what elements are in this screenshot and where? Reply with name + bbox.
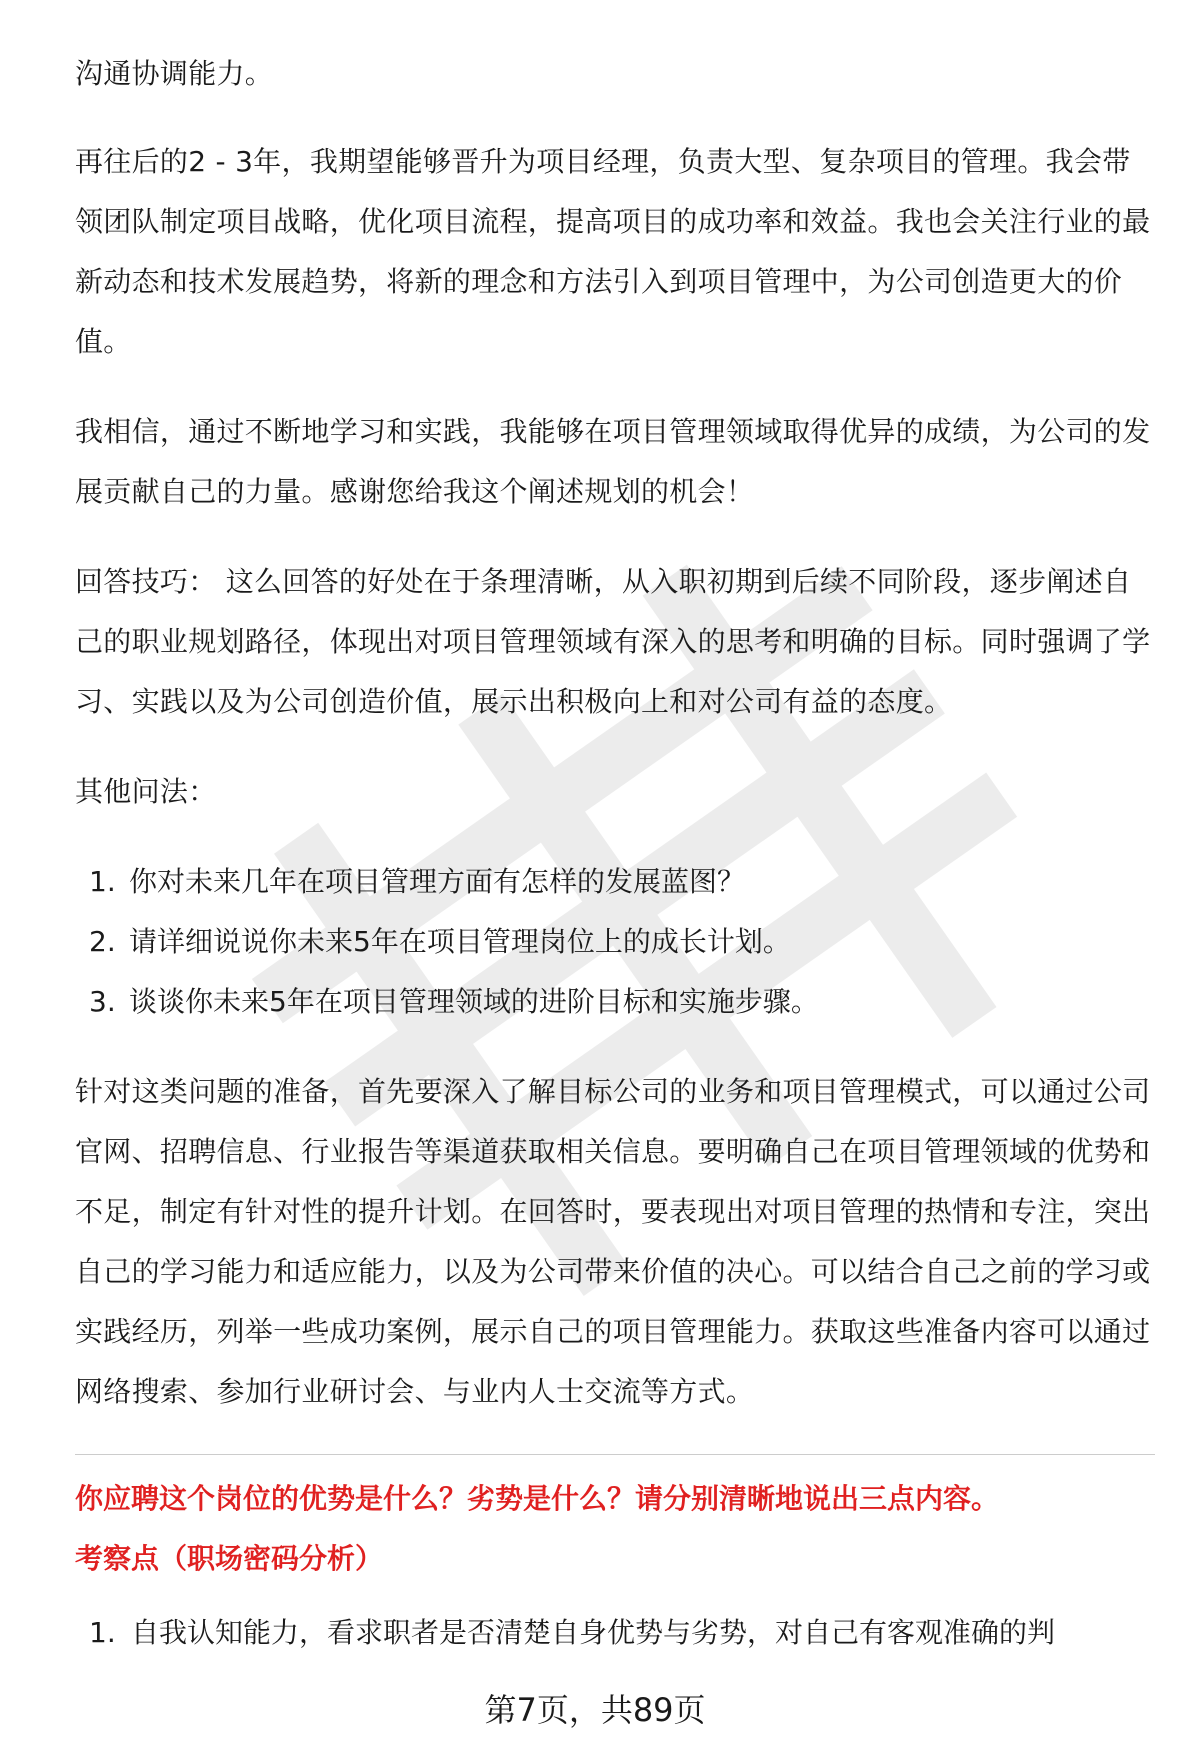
list-item-text: 你对未来几年在项目管理方面有怎样的发展蓝图？	[129, 865, 746, 898]
list-item-number: 2.	[89, 925, 116, 958]
main-content	[75, 44, 1155, 1663]
paragraph-answer-tips: 回答技巧： 这么回答的好处在于条理清晰，从入职初期到后续不同阶段，逐步阐述自己的职业规划路径，体现出对项目管理领域有深入的思考和明确的目标。同时强调了学习、实践以及为公司创造价值，展示出积极向上和对公司有益的态度。	[75, 565, 1151, 718]
list-item-number: 1.	[89, 1616, 116, 1649]
list-item	[75, 1603, 1155, 1663]
paragraph-communication: 沟通协调能力。	[75, 57, 274, 90]
other-questions-list	[75, 852, 1155, 1032]
list-item-text: 自我认知能力，看求职者是否清楚自身优势与劣势，对自己有客观准确的判	[131, 1616, 1056, 1649]
paragraph-belief: 我相信，通过不断地学习和实践，我能够在项目管理领域取得优异的成绩，为公司的发展贡献自己的力量。感谢您给我这个阐述规划的机会！	[75, 415, 1151, 508]
list-item	[75, 852, 1155, 912]
assessment-points-list	[75, 1603, 1155, 1663]
list-item	[75, 912, 1155, 972]
list-item-number: 1.	[89, 865, 116, 898]
paragraph-other-asks-label: 其他问法：	[75, 775, 217, 808]
question-subtitle: 考察点（职场密码分析）	[75, 1542, 384, 1575]
paragraph-preparation: 针对这类问题的准备，首先要深入了解目标公司的业务和项目管理模式，可以通过公司官网、招聘信息、行业报告等渠道获取相关信息。要明确自己在项目管理领域的优势和不足，制定有针对性的提升计划。在回答时，要表现出对项目管理的热情和专注，突出自己的学习能力和适应能力，以及为公司带来价值的决心。可以结合自己之前的学习或实践经历，列举一些成功案例，展示自己的项目管理能力。获取这些准备内容可以通过网络搜索、参加行业研讨会、与业内人士交流等方式。	[75, 1075, 1151, 1408]
section-divider	[75, 1454, 1155, 1455]
list-item-text: 谈谈你未来5年在项目管理领域的进阶目标和实施步骤。	[129, 985, 819, 1018]
list-item-text: 请详细说说你未来5年在项目管理岗位上的成长计划。	[129, 925, 791, 958]
page-number-footer: 第7页，共89页	[484, 1691, 706, 1729]
list-item-number: 3.	[89, 985, 116, 1018]
list-item	[75, 972, 1155, 1032]
question-title: 你应聘这个岗位的优势是什么？劣势是什么？请分别清晰地说出三点内容。	[75, 1482, 1000, 1515]
paragraph-later-plan: 再往后的2 - 3年，我期望能够晋升为项目经理，负责大型、复杂项目的管理。我会带领团队制定项目战略，优化项目流程，提高项目的成功率和效益。我也会关注行业的最新动态和技术发展趋势，将新的理念和方法引入到项目管理中，为公司创造更大的价值。	[75, 145, 1151, 358]
